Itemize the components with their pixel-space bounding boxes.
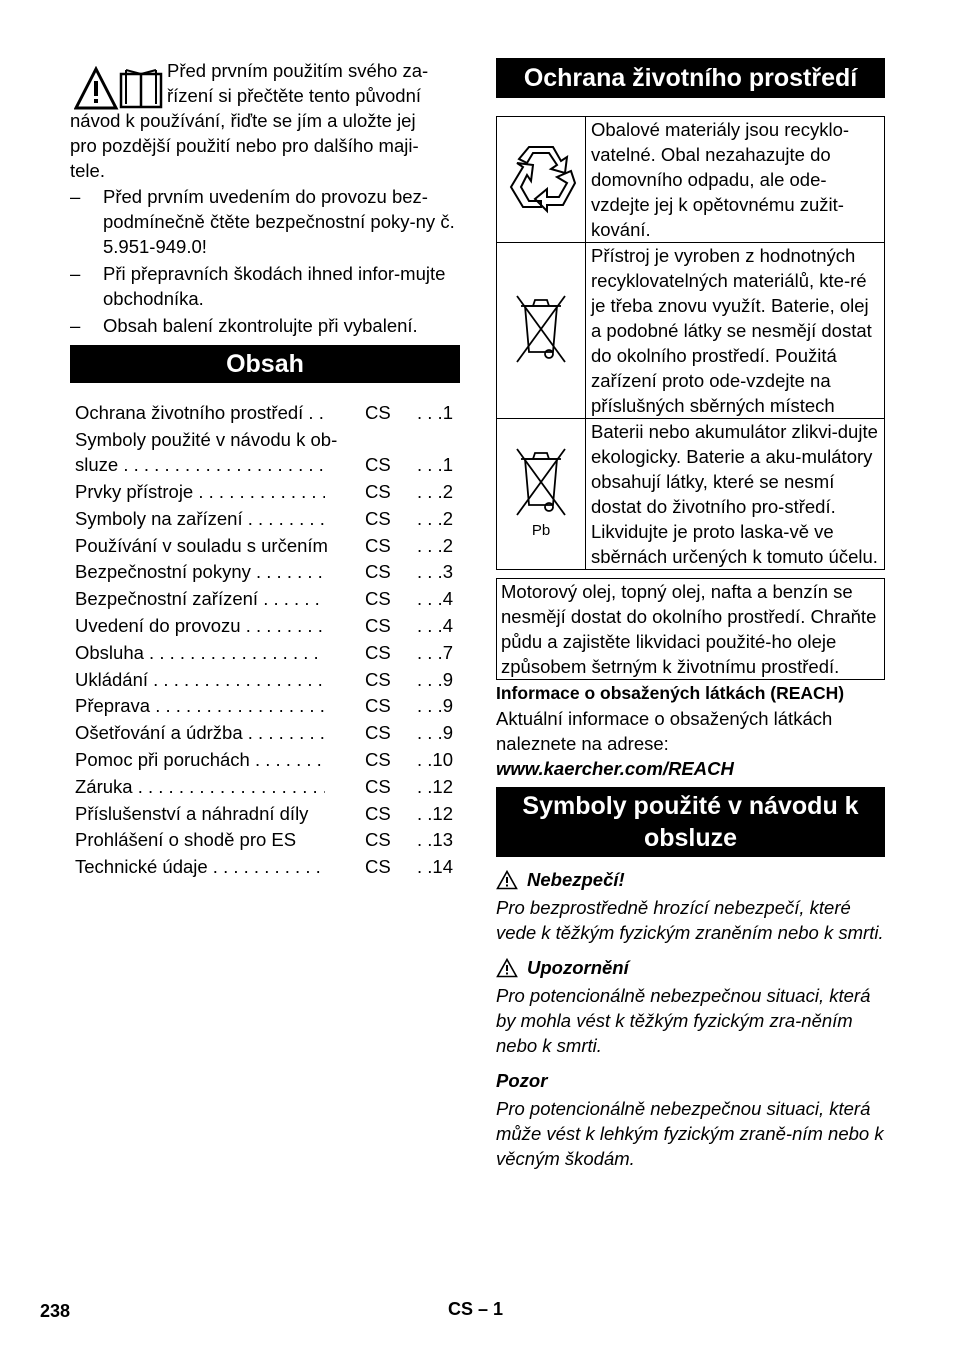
toc-entry-lang: CS: [365, 561, 391, 583]
toc-entry[interactable]: [75, 640, 463, 667]
toc-leader-dots: [208, 856, 325, 877]
toc-leader-dots: [193, 481, 325, 502]
toc-entry[interactable]: [75, 400, 463, 427]
toc-entry-name: [75, 559, 365, 586]
symbols-title: Symboly použité v návodu k obsluze: [496, 787, 885, 857]
toc-entry-page: . .13: [417, 829, 453, 851]
toc-entry-label: Záruka: [75, 775, 133, 797]
toc-entry-name: [75, 720, 365, 747]
toc-entry[interactable]: [75, 827, 463, 854]
warning-triangle-icon: [496, 958, 518, 978]
toc-entry-name: [75, 400, 365, 427]
toc-entry-lang: CS: [365, 695, 391, 717]
environment-text: Přístroj je vyroben z hodnotných recyklovatelných materiálů, kte-ré je třeba znovu využít. Baterie, olej a podobné látky se nesmějí dostat do okolního prostředí. Použitá zařízení proto ode-vzdejte na příslušných sběrných místech: [586, 243, 885, 419]
symbol-heading-text: Upozornění: [527, 957, 629, 978]
toc-entry-page: . . .9: [417, 668, 453, 690]
toc-entry-page: . . .1: [417, 402, 453, 423]
toc-entry-page: . . .7: [417, 641, 453, 663]
toc-entry-label: Prohlášení o shodě pro ES: [75, 829, 297, 851]
toc-entry-lang: CS: [365, 722, 391, 744]
toc-entry-label: Bezpečnostní pokyny: [75, 561, 251, 583]
toc-leader-dots: [150, 695, 325, 716]
toc-leader-dots: [118, 454, 325, 475]
section-code: CS: [448, 1299, 474, 1319]
toc-entry-label: Příslušenství a náhradní díly: [75, 802, 309, 824]
symbol-caution-heading: [496, 1068, 885, 1093]
toc-entry-label: Obsluha: [75, 641, 144, 663]
toc-entry[interactable]: [75, 586, 463, 613]
toc-entry-name: [75, 774, 365, 801]
toc-leader-dots: [250, 749, 325, 770]
toc-entry-lang: CS: [365, 615, 391, 637]
toc-table: [75, 400, 463, 881]
toc-entry-name: [75, 827, 365, 854]
toc-entry[interactable]: [75, 747, 463, 774]
reach-text: Aktuální informace o obsažených látkách naleznete na adrese:: [496, 708, 833, 754]
bullet-item: – Při přepravních škodách ihned infor-mujte obchodníka.: [70, 261, 460, 311]
toc-entry-lang: CS: [365, 802, 391, 824]
toc-entry-page: . . .1: [417, 454, 453, 476]
toc-entry-label: Používání v souladu s určením: [75, 534, 328, 556]
toc-leader-dots: [133, 776, 325, 797]
toc-leader-dots: [241, 615, 325, 636]
toc-entry-name: [75, 533, 365, 560]
toc-entry-page: . . .4: [417, 588, 453, 610]
toc-entry-label: Přeprava: [75, 695, 151, 717]
recycling-icon: [501, 137, 581, 217]
toc-entry-lang: CS: [365, 481, 391, 503]
toc-entry-name: [75, 747, 365, 774]
toc-entry-page: . .10: [417, 749, 453, 771]
toc-entry-label: Prvky přístroje: [75, 481, 194, 503]
bullet-item: – Obsah balení zkontrolujte při vybalení.: [70, 313, 460, 338]
environment-icon-cell: [497, 243, 586, 419]
toc-entry-lang: CS: [365, 668, 391, 690]
toc-entry-page: . .12: [417, 802, 453, 824]
crossed-bin-icon: [511, 288, 571, 368]
toc-entry-lang: CS: [365, 588, 391, 610]
toc-entry-page: . . .4: [417, 615, 453, 637]
toc-entry-name: [75, 613, 365, 640]
environment-title: Ochrana životního prostředí: [496, 58, 885, 98]
right-column: [496, 58, 885, 1171]
toc-entry-page: . . .2: [417, 507, 453, 529]
toc-entry[interactable]: [75, 774, 463, 801]
symbol-heading-text: Pozor: [496, 1070, 548, 1091]
warning-triangle-icon: [496, 870, 518, 890]
toc-entry[interactable]: [75, 720, 463, 747]
toc-entry-lang: CS: [365, 402, 391, 423]
environment-icon-cell: [497, 419, 586, 570]
toc-entry[interactable]: [75, 693, 463, 720]
page-number: 238: [40, 1301, 71, 1321]
toc-leader-dots: [258, 588, 325, 609]
toc-entry-name: [75, 586, 365, 613]
environment-table: [496, 116, 885, 570]
toc-entry[interactable]: [75, 533, 463, 560]
toc-leader-dots: [148, 669, 325, 690]
toc-entry-label: Symboly na zařízení: [75, 507, 243, 529]
toc-entry-lang: CS: [365, 534, 391, 556]
toc-entry-lang: CS: [365, 507, 391, 529]
left-column: [70, 58, 460, 881]
intro-line: tele.: [70, 160, 105, 181]
toc-entry-label: Uvedení do provozu: [75, 615, 241, 637]
symbol-danger-text: Pro bezprostředně hrozící nebezpečí, které vede k těžkým fyzickým zraněním nebo k smrti.: [496, 897, 884, 943]
toc-entry-page: . . .9: [417, 695, 453, 717]
toc-entry[interactable]: [75, 667, 463, 694]
toc-title: Obsah: [70, 345, 460, 383]
toc-entry[interactable]: [75, 559, 463, 586]
intro-line: pro pozdější použití nebo pro dalšího maji-: [70, 135, 419, 156]
toc-entry-lang: CS: [365, 749, 391, 771]
toc-entry-lang: CS: [365, 856, 391, 878]
toc-entry-page: . .14: [417, 856, 453, 878]
oil-note: Motorový olej, topný olej, nafta a benzín se nesmějí dostat do okolního prostředí. Chraňte půdu a zajistěte likvidaci použité-ho oleje způsobem šetrným k životnímu prostředí.: [496, 578, 885, 680]
toc-entry-label: Pomoc při poruchách: [75, 749, 250, 771]
toc-entry-lang: CS: [365, 641, 391, 663]
toc-entry-lang: CS: [365, 829, 391, 851]
toc-entry-page: . . .3: [417, 561, 453, 583]
toc-entry[interactable]: [75, 801, 463, 828]
bullet-item: – Před prvním uvedením do provozu bez-podmínečně čtěte bezpečnostní poky-ny č. 5.951-949.0!: [70, 184, 460, 259]
environment-text: Obalové materiály jsou recyklo-vatelné. Obal nezahazujte do domovního odpadu, ale ode-vzdejte jej k opětovnému zužit-kování.: [586, 117, 885, 243]
symbol-heading-text: Nebezpečí!: [527, 869, 625, 890]
intro-line: návod k používání, řiďte se jím a uložte jej: [70, 110, 416, 131]
toc-entry-lang: CS: [365, 775, 391, 797]
pb-label: Pb: [531, 522, 551, 539]
toc-leader-dots: [251, 561, 325, 582]
intro-section: [70, 58, 460, 338]
toc-entry-name: [75, 479, 365, 506]
environment-text: Baterii nebo akumulátor zlikvi-dujte ekologicky. Baterie a aku-mulátory obsahují látky, které se nesmí dostat do životního pro-středí. Likvidujte je proto laska-vě ve sběrnách určených k tomuto účelu.: [586, 419, 885, 570]
toc-entry-page: . . .2: [417, 481, 453, 503]
intro-line: řízení si přečtěte tento původní: [167, 85, 422, 106]
environment-icon-cell: [497, 117, 586, 243]
warning-manual-icon: [74, 66, 164, 112]
environment-row: [497, 243, 885, 419]
toc-entry-name: [75, 452, 365, 479]
toc-entry-page: . . .9: [417, 722, 453, 744]
toc-entry-page: . .12: [417, 775, 453, 797]
symbol-caution-text: Pro potencionálně nebezpečnou situaci, která může vést k lehkým fyzickým zraně-ním nebo k věcným škodám.: [496, 1098, 884, 1169]
toc-leader-dots: [303, 402, 325, 423]
toc-entry-name: [75, 801, 365, 828]
symbol-danger-heading: [496, 867, 885, 892]
section-page: [448, 1297, 503, 1322]
toc-entry-name: [75, 667, 365, 694]
crossed-bin-pb-icon: [511, 441, 571, 541]
toc-leader-dots: [243, 508, 325, 529]
toc-entry[interactable]: [75, 613, 463, 640]
toc-entry-name: [75, 693, 365, 720]
toc-entry[interactable]: [75, 427, 463, 453]
toc-entry[interactable]: [75, 452, 463, 479]
toc-entry-name: [75, 506, 365, 533]
reach-title: Informace o obsažených látkách (REACH): [496, 683, 845, 703]
toc-entry[interactable]: [75, 479, 463, 506]
toc-entry-name-line1: Symboly použité v návodu k ob-: [75, 428, 338, 450]
toc-entry[interactable]: [75, 854, 463, 881]
toc-entry-label: Technické údaje: [75, 856, 208, 878]
intro-bullets: [70, 184, 460, 338]
intro-line: Před prvním použitím svého za-: [167, 60, 429, 81]
toc-entry-label: Ochrana životního prostředí: [75, 402, 304, 423]
toc-entry-label: sluze: [75, 454, 119, 476]
reach-url[interactable]: www.kaercher.com/REACH: [496, 758, 734, 779]
toc-entry-lang: CS: [365, 454, 391, 476]
toc-entry-label: Ukládání: [75, 668, 149, 690]
toc-entry-label: Bezpečnostní zařízení: [75, 588, 259, 610]
toc-entry-name: [75, 640, 365, 667]
section-page-number: – 1: [478, 1299, 504, 1319]
symbol-warning-text: Pro potencionálně nebezpečnou situaci, která by mohla vést k těžkým fyzickým zra-něním nebo k smrti.: [496, 985, 871, 1056]
environment-row: [497, 117, 885, 243]
environment-row: [497, 419, 885, 570]
toc-entry-label: Ošetřování a údržba: [75, 722, 243, 744]
toc-entry-page: . . .2: [417, 534, 453, 556]
symbol-warning-heading: [496, 955, 885, 980]
toc-entry[interactable]: [75, 506, 463, 533]
toc-leader-dots: [144, 642, 325, 663]
toc-leader-dots: [243, 722, 325, 743]
toc-entry-name: [75, 854, 365, 881]
